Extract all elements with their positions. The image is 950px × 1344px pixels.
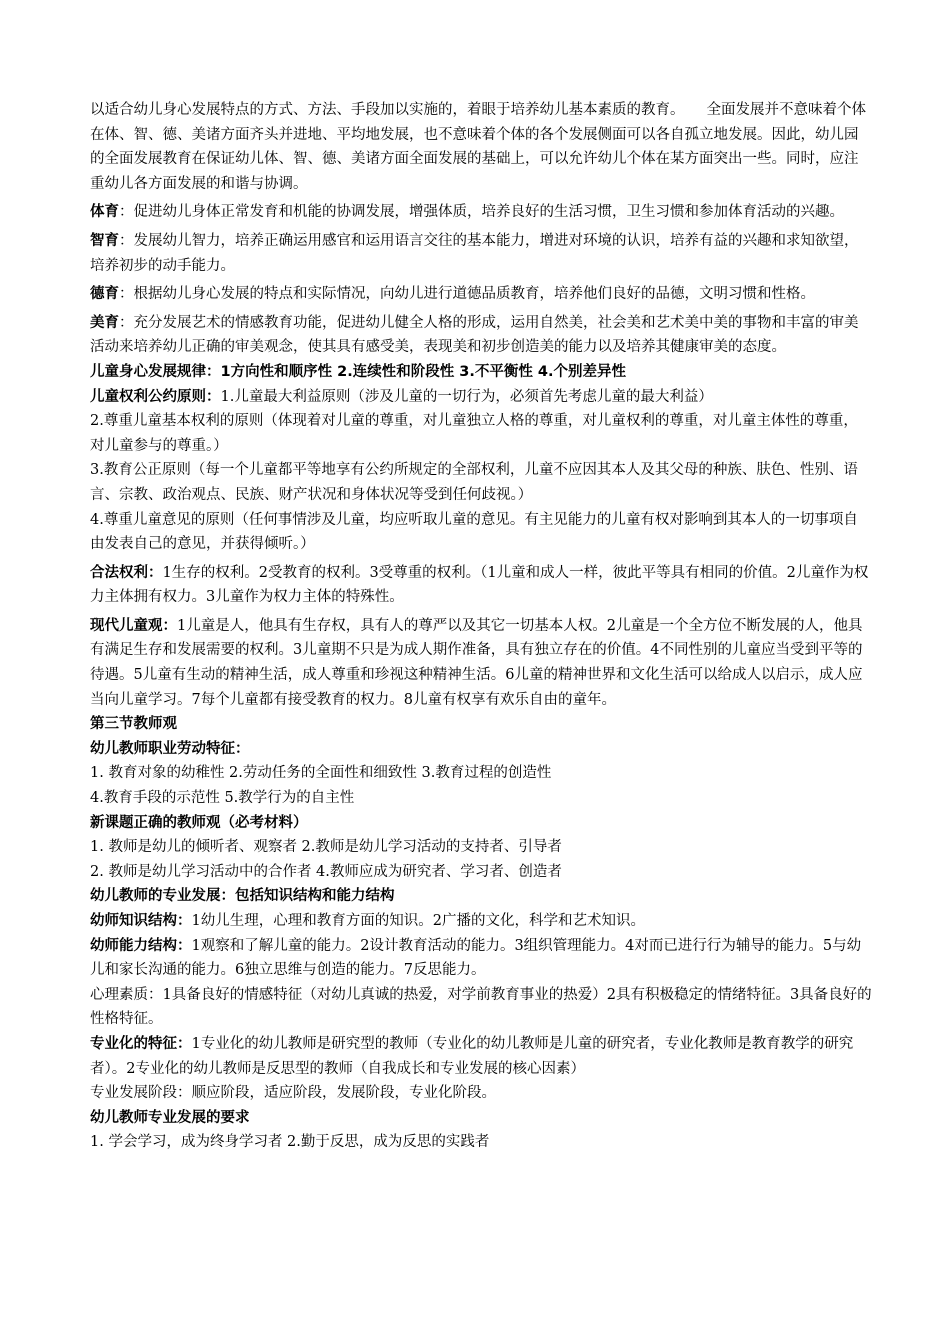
heading-teacher-view: 新课题正确的教师观（必考材料） xyxy=(90,814,308,831)
term-deyu: 德育 xyxy=(90,286,119,303)
paragraph-modern-view: 现代儿童观：1儿童是人，他具有生存权，具有人的尊严以及其它一切基本人权。2儿童是一个全方位不断发展的人，他具有满足生存和发展需要的权利。3儿童期不只是为成人期作准备，具有独立存在的价值。4不同性别的儿童应当受到平等的待遇。5儿童有生动的精神生活，成人尊重和珍视这种精神生活。6儿童的精神世界和文化生活可以给成人以启示，成人应当向儿童学习。7每个儿童都有接受教育的权力。8儿童有权享有欢乐自由的童年。 xyxy=(90,617,863,708)
term-modern-view: 现代儿童观： xyxy=(90,617,177,634)
paragraph-knowledge: 幼师知识结构：1幼儿生理，心理和教育方面的知识。2广播的文化，科学和艺术知识。 xyxy=(90,913,645,929)
paragraph-intro: 以适合幼儿身心发展特点的方式、方法、手段加以实施的，着眼于培养幼儿基本素质的教育。 全面发展并不意味着个体在体、智、德、美诸方面齐头并进地、平均地发展，也不意味着个体的各个发展侧面可以各自孤立地发展。因此，幼儿园的全面发展教育在保证幼儿体、智、德、美诸方面全面发展的基础上，可以允许幼儿个体在某方面突出一些。同时，应注重幼儿各方面发展的和谐与协调。 xyxy=(90,102,866,192)
term-meiyu: 美育 xyxy=(90,314,119,331)
list-item: 1. 学会学习，成为终身学习者 2.勤于反思，成为反思的实践者 xyxy=(90,1134,490,1151)
paragraph-deyu: 德育：根据幼儿身心发展的特点和实际情况，向幼儿进行道德品质教育，培养他们良好的品德，文明习惯和性格。 xyxy=(90,286,815,303)
paragraph-ability: 幼师能力结构：1观察和了解儿童的能力。2设计教育活动的能力。3组织管理能力。4对而已进行行为辅导的能力。5与幼儿和家长沟通的能力。6独立思维与创造的能力。7反思能力。 xyxy=(90,937,862,979)
paragraph-principle-3: 3.教育公正原则（每一个儿童都平等地享有公约所规定的全部权利，儿童不应因其本人及其父母的种族、肤色、性别、语言、宗教、政治观点、民族、财产状况和身体状况等受到任何歧视。） xyxy=(90,462,858,503)
list-item: 4.教育手段的示范性 5.教学行为的自主性 xyxy=(90,790,355,807)
heading-professional-development: 幼儿教师的专业发展：包括知识结构和能力结构 xyxy=(90,888,395,905)
paragraph-tiyu: 体育：促进幼儿身体正常发育和机能的协调发展，增强体质，培养良好的生活习惯，卫生习惯和参加体育活动的兴趣。 xyxy=(90,204,844,221)
heading-requirements: 幼儿教师专业发展的要求 xyxy=(90,1109,250,1126)
term-knowledge: 幼师知识结构： xyxy=(90,913,192,929)
list-item: 1. 教师是幼儿的倾听者、观察者 2.教师是幼儿学习活动的支持者、引导者 xyxy=(90,839,562,856)
paragraph-stages: 专业发展阶段：顺应阶段，适应阶段，发展阶段，专业化阶段。 xyxy=(90,1085,496,1102)
paragraph-principle-4: 4.尊重儿童意见的原则（任何事情涉及儿童，均应听取儿童的意见。有主见能力的儿童有权对影响到其本人的一切事项自由发表自己的意见，并获得倾听。） xyxy=(90,511,858,553)
list-item: 1. 教育对象的幼稚性 2.劳动任务的全面性和细致性 3.教育过程的创造性 xyxy=(90,765,552,782)
paragraph-principle-2: 2.尊重儿童基本权利的原则（体现着对儿童的尊重，对儿童独立人格的尊重，对儿童权利的尊重，对儿童主体性的尊重，对儿童参与的尊重。） xyxy=(90,413,858,454)
section-title: 第三节教师观 xyxy=(90,716,177,733)
term-convention: 儿童权利公约原则： xyxy=(90,388,221,405)
paragraph-professionalization: 专业化的特征：1专业化的幼儿教师是研究型的教师（专业化的幼儿教师是儿童的研究者，专业化教师是教育教学的研究者）。2专业化的幼儿教师是反思型的教师（自我成长和专业发展的核心因素） xyxy=(90,1035,854,1077)
term-professionalization: 专业化的特征： xyxy=(90,1035,192,1052)
paragraph-convention: 儿童权利公约原则：1.儿童最大利益原则（涉及儿童的一切行为，必须首先考虑儿童的最大利益） xyxy=(90,388,713,405)
paragraph-meiyu: 美育：充分发展艺术的情感教育功能，促进幼儿健全人格的形成，运用自然美，社会美和艺术美中美的事物和丰富的审美活动来培养幼儿正确的审美观念，使其具有感受美，表现美和初步创造美的能力以及培养其健康审美的态度。 xyxy=(90,314,859,356)
paragraph-psychology: 心理素质：1具备良好的情感特征（对幼儿真诚的热爱，对学前教育事业的热爱）2具有积极稳定的情绪特征。3具备良好的性格特征。 xyxy=(90,986,872,1028)
heading-development-laws: 儿童身心发展规律：1方向性和顺序性 2.连续性和阶段性 3.不平衡性 4.个别差异性 xyxy=(90,363,627,380)
heading-labor-features: 幼儿教师职业劳动特征： xyxy=(90,740,250,757)
paragraph-legal-rights: 合法权利：1生存的权利。2受教育的权利。3受尊重的权利。（1儿童和成人一样，彼此平等具有相同的价值。2儿童作为权力主体拥有权力。3儿童作为权力主体的特殊性。 xyxy=(90,564,869,606)
term-ability: 幼师能力结构： xyxy=(90,937,192,954)
term-zhiyu: 智育 xyxy=(90,232,119,249)
term-legal-rights: 合法权利： xyxy=(90,564,163,581)
term-tiyu: 体育 xyxy=(90,204,119,221)
document-page xyxy=(90,98,872,1155)
list-item: 2. 教师是幼儿学习活动中的合作者 4.教师应成为研究者、学习者、创造者 xyxy=(90,863,562,880)
paragraph-zhiyu: 智育：发展幼儿智力，培养正确运用感官和运用语言交往的基本能力，增进对环境的认识，培养有益的兴趣和求知欲望，培养初步的动手能力。 xyxy=(90,232,859,274)
